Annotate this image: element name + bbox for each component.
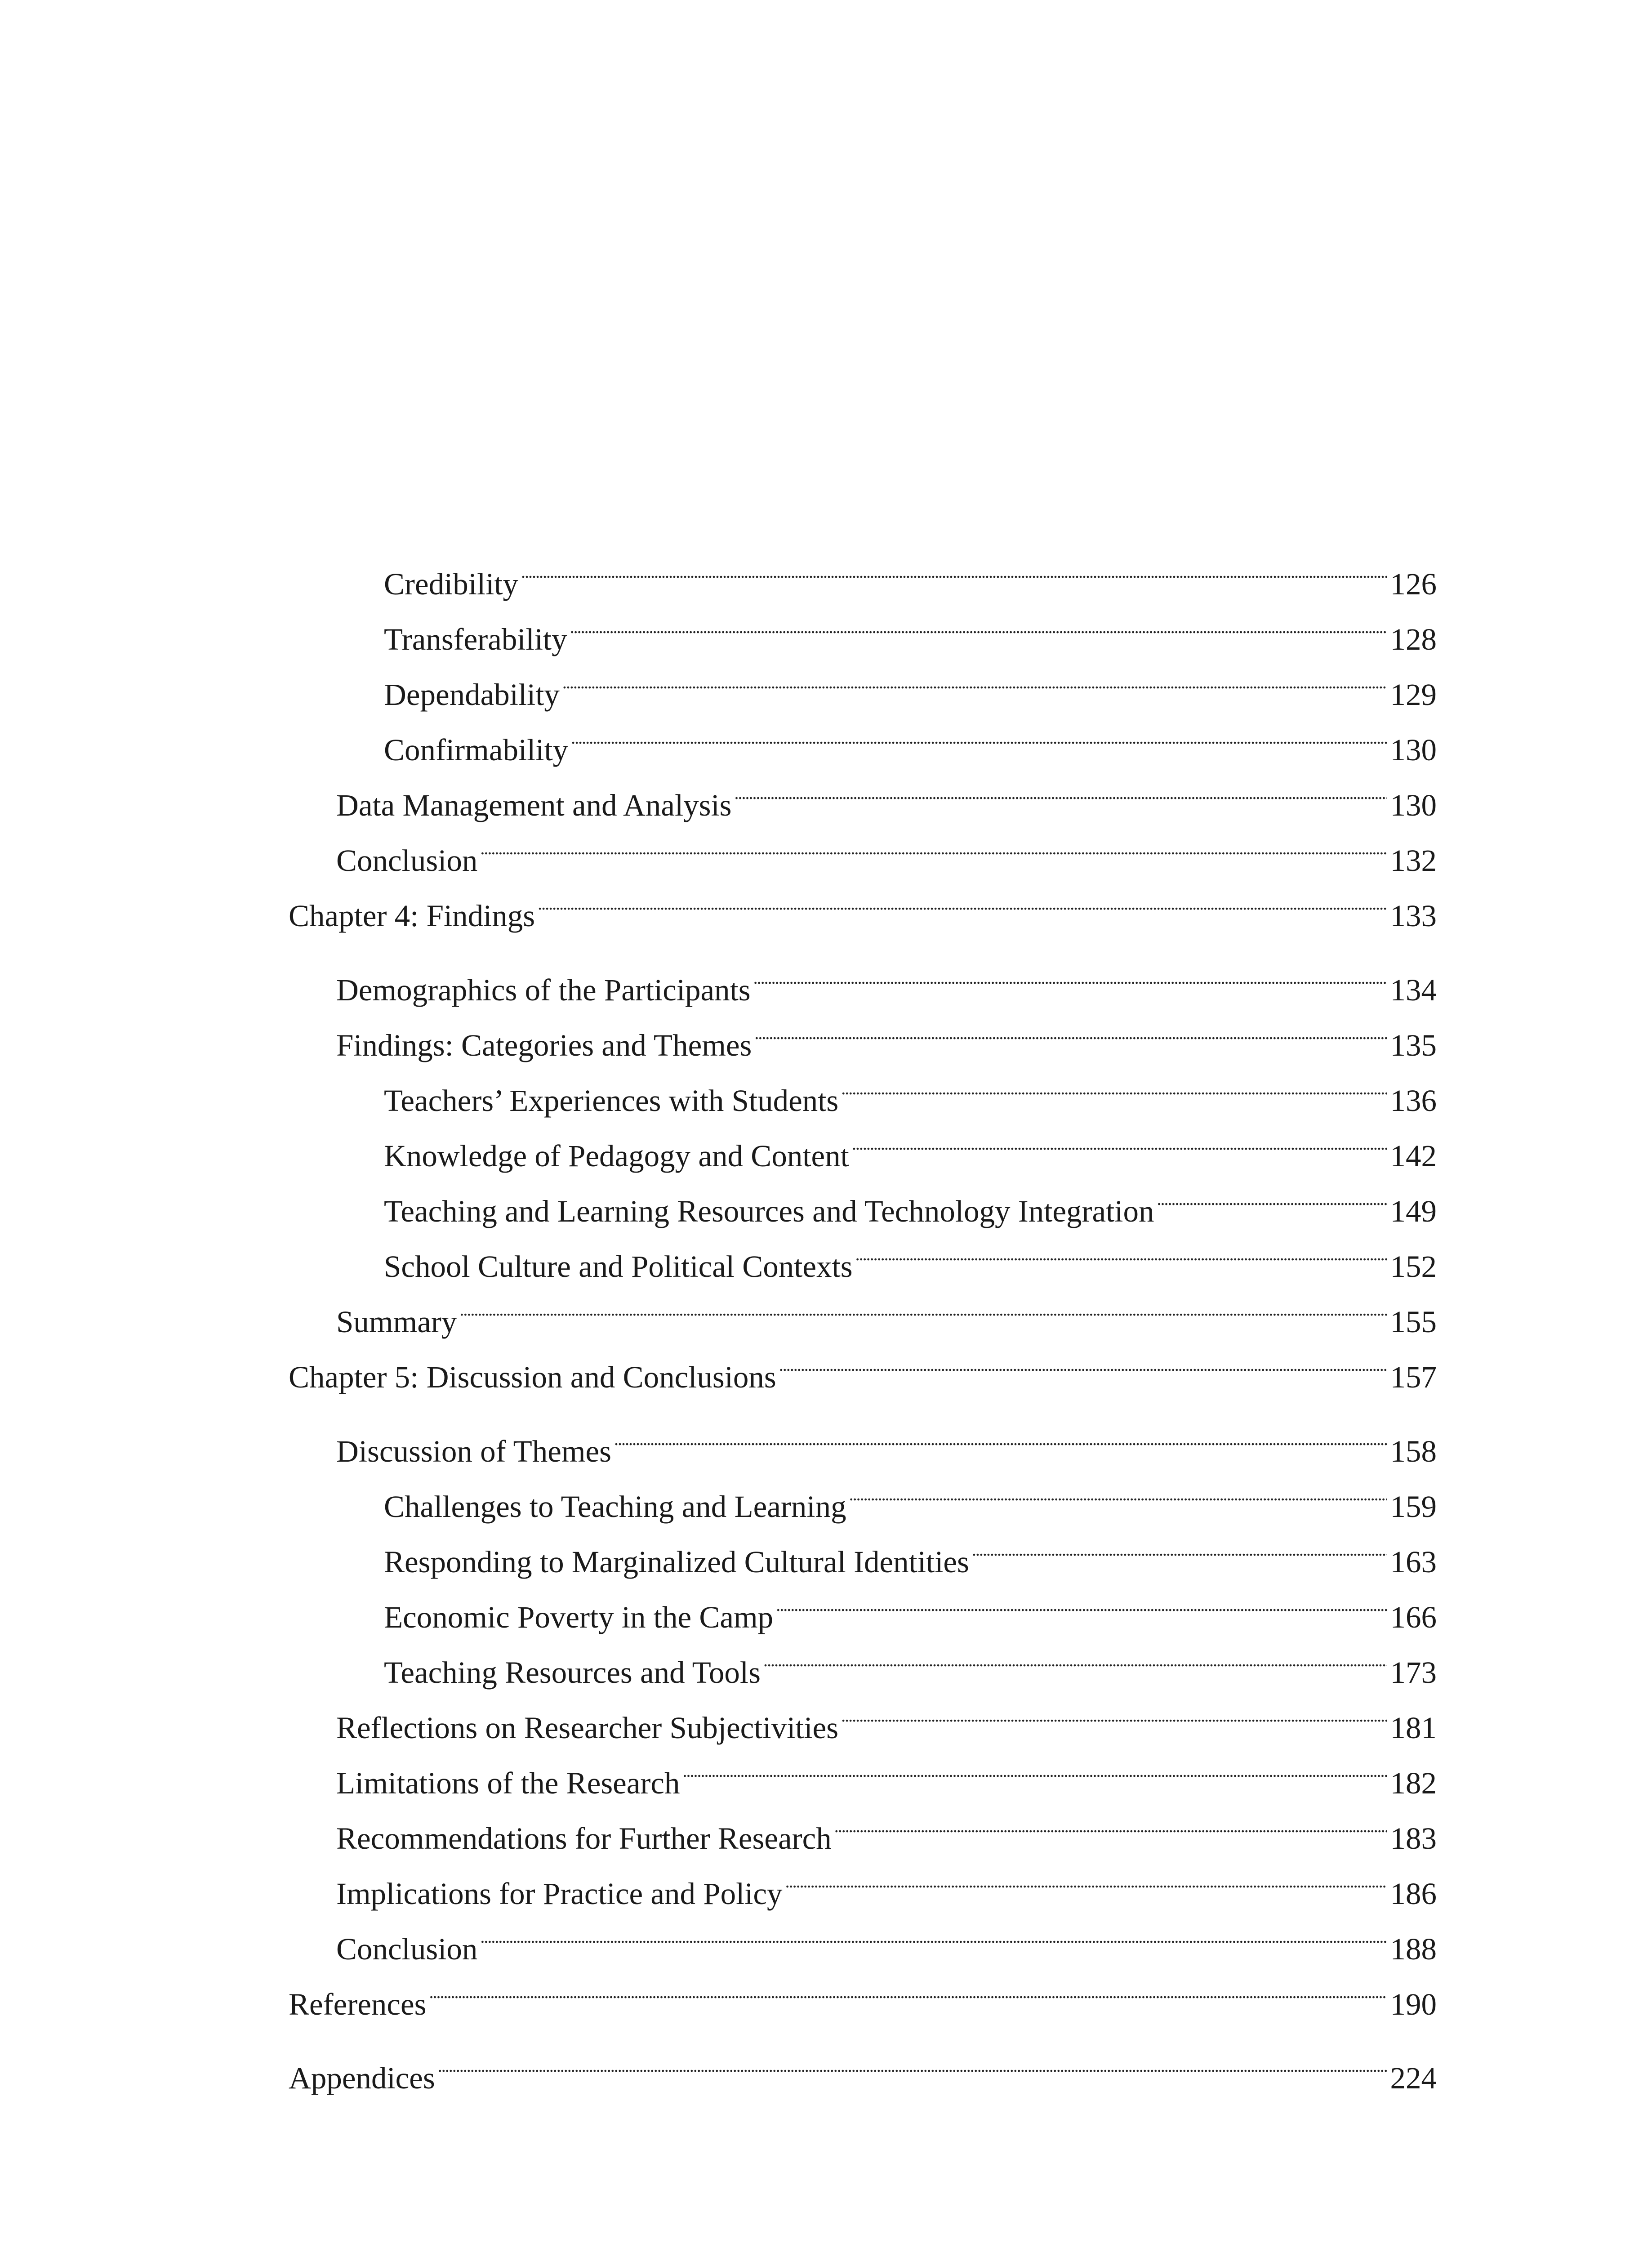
dot-leader bbox=[562, 660, 1387, 705]
toc-entry-appendices bbox=[289, 2043, 1437, 2095]
toc-entry-page: 163 bbox=[1390, 1545, 1437, 1579]
toc-entry-page: 133 bbox=[1390, 899, 1437, 933]
dot-leader bbox=[429, 1970, 1386, 2015]
toc-entry-page: 152 bbox=[1390, 1249, 1437, 1284]
toc-entry-references bbox=[289, 1970, 1437, 2021]
dot-leader bbox=[480, 1914, 1386, 1959]
toc-entry-title: Demographics of the Participants bbox=[336, 973, 751, 1007]
toc-entry-page: 126 bbox=[1390, 567, 1437, 601]
toc-entry-title: Discussion of Themes bbox=[336, 1434, 612, 1468]
toc-entry-page: 136 bbox=[1390, 1084, 1437, 1118]
dot-leader bbox=[779, 1343, 1387, 1387]
toc-entry-page: 158 bbox=[1390, 1434, 1437, 1468]
dot-leader bbox=[849, 1472, 1387, 1517]
toc-entry-title: Appendices bbox=[289, 2061, 435, 2095]
toc-entry-page: 186 bbox=[1390, 1877, 1437, 1911]
toc-entry-title: Implications for Practice and Policy bbox=[336, 1877, 783, 1911]
toc-entry-page: 132 bbox=[1390, 843, 1437, 878]
toc-entry-page: 129 bbox=[1390, 678, 1437, 712]
toc-entry-title: Challenges to Teaching and Learning bbox=[384, 1490, 846, 1524]
toc-entry-page: 190 bbox=[1390, 1987, 1437, 2021]
toc-entry-limitations bbox=[336, 1748, 1437, 1800]
toc-entry-title: Recommendations for Further Research bbox=[336, 1821, 832, 1855]
toc-entry-title: Chapter 4: Findings bbox=[289, 899, 535, 933]
toc-entry-page: 142 bbox=[1390, 1139, 1437, 1173]
toc-entry-marginalized-identities bbox=[384, 1527, 1437, 1579]
toc-entry-title: Conclusion bbox=[336, 1932, 478, 1966]
toc-entry-teachers-experiences bbox=[384, 1066, 1437, 1118]
toc-entry-page: 183 bbox=[1390, 1821, 1437, 1855]
toc-entry-chapter-4 bbox=[289, 881, 1437, 933]
dot-leader bbox=[852, 1121, 1387, 1166]
dot-leader bbox=[614, 1417, 1386, 1462]
toc-entry-title: Responding to Marginalized Cultural Identities bbox=[384, 1545, 969, 1579]
toc-entry-demographics bbox=[336, 955, 1437, 1007]
toc-entry-dependability bbox=[384, 660, 1437, 712]
toc-entry-credibility bbox=[384, 549, 1437, 601]
toc-entry-title: Credibility bbox=[384, 567, 518, 601]
toc-entry-title: Conclusion bbox=[336, 843, 478, 878]
toc-entry-title: Findings: Categories and Themes bbox=[336, 1028, 752, 1062]
toc-entry-page: 135 bbox=[1390, 1028, 1437, 1062]
toc-entry-page: 181 bbox=[1390, 1711, 1437, 1745]
toc-entry-teaching-resources-technology bbox=[384, 1177, 1437, 1228]
dot-leader bbox=[855, 1232, 1387, 1277]
dot-leader bbox=[571, 715, 1386, 760]
dot-leader bbox=[735, 771, 1387, 816]
toc-entry-title: Transferability bbox=[384, 622, 567, 656]
dot-leader bbox=[763, 1638, 1387, 1683]
toc-entry-page: 134 bbox=[1390, 973, 1437, 1007]
toc-entry-title: Limitations of the Research bbox=[336, 1766, 680, 1800]
dot-leader bbox=[841, 1066, 1386, 1111]
toc-entry-title: Data Management and Analysis bbox=[336, 788, 732, 822]
toc-entry-page: 166 bbox=[1390, 1600, 1437, 1634]
toc-entry-page: 128 bbox=[1390, 622, 1437, 656]
toc-entry-page: 149 bbox=[1390, 1194, 1437, 1228]
toc-entry-title: Economic Poverty in the Camp bbox=[384, 1600, 774, 1634]
toc-entry-title: Summary bbox=[336, 1305, 457, 1339]
toc-entry-title: Dependability bbox=[384, 678, 560, 712]
dot-leader bbox=[438, 2043, 1387, 2088]
toc-entry-discussion-themes bbox=[336, 1417, 1437, 1468]
toc-entry-conclusion bbox=[336, 826, 1437, 878]
toc-entry-school-culture bbox=[384, 1232, 1437, 1284]
toc-entry-conclusion bbox=[336, 1914, 1437, 1966]
toc-entry-page: 157 bbox=[1390, 1360, 1437, 1394]
toc-entry-page: 188 bbox=[1390, 1932, 1437, 1966]
toc-entry-title: School Culture and Political Contexts bbox=[384, 1249, 853, 1284]
dot-leader bbox=[776, 1583, 1386, 1628]
toc-entry-page: 155 bbox=[1390, 1305, 1437, 1339]
toc-entry-title: Confirmability bbox=[384, 733, 569, 767]
toc-entry-data-management bbox=[336, 771, 1437, 822]
dot-leader bbox=[683, 1748, 1387, 1793]
toc-entry-findings-categories bbox=[336, 1011, 1437, 1062]
toc-entry-challenges bbox=[384, 1472, 1437, 1524]
dot-leader bbox=[538, 881, 1386, 926]
toc-entry-teaching-resources-tools bbox=[384, 1638, 1437, 1690]
dot-leader bbox=[570, 605, 1387, 650]
toc-entry-page: 159 bbox=[1390, 1490, 1437, 1524]
toc-entry-page: 182 bbox=[1390, 1766, 1437, 1800]
dot-leader bbox=[459, 1287, 1386, 1332]
dot-leader bbox=[480, 826, 1386, 871]
toc-entry-page: 173 bbox=[1390, 1655, 1437, 1690]
toc-entry-title: References bbox=[289, 1987, 427, 2021]
toc-entry-title: Knowledge of Pedagogy and Content bbox=[384, 1139, 849, 1173]
toc-entry-recommendations bbox=[336, 1804, 1437, 1855]
dot-leader bbox=[754, 1011, 1386, 1056]
toc-entry-confirmability bbox=[384, 715, 1437, 767]
toc-entry-implications bbox=[336, 1859, 1437, 1911]
dot-leader bbox=[785, 1859, 1387, 1904]
dot-leader bbox=[972, 1527, 1387, 1572]
toc-entry-title: Teaching Resources and Tools bbox=[384, 1655, 761, 1690]
toc-entry-title: Reflections on Researcher Subjectivities bbox=[336, 1711, 839, 1745]
toc-entry-transferability bbox=[384, 605, 1437, 656]
dot-leader bbox=[753, 955, 1387, 1000]
toc-entry-page: 130 bbox=[1390, 788, 1437, 822]
toc-entry-page: 224 bbox=[1390, 2061, 1437, 2095]
toc-entry-title: Chapter 5: Discussion and Conclusions bbox=[289, 1360, 776, 1394]
toc-entry-economic-poverty bbox=[384, 1583, 1437, 1634]
dot-leader bbox=[841, 1693, 1386, 1738]
toc-entry-reflections bbox=[336, 1693, 1437, 1745]
dot-leader bbox=[1157, 1177, 1386, 1222]
toc-entry-title: Teachers’ Experiences with Students bbox=[384, 1084, 839, 1118]
toc-entry-page: 130 bbox=[1390, 733, 1437, 767]
toc-entry-knowledge-pedagogy bbox=[384, 1121, 1437, 1173]
toc-entry-chapter-5 bbox=[289, 1343, 1437, 1394]
dot-leader bbox=[834, 1804, 1387, 1849]
dot-leader bbox=[521, 549, 1387, 594]
toc-entry-summary bbox=[336, 1287, 1437, 1339]
toc-entry-title: Teaching and Learning Resources and Technology Integration bbox=[384, 1194, 1154, 1228]
